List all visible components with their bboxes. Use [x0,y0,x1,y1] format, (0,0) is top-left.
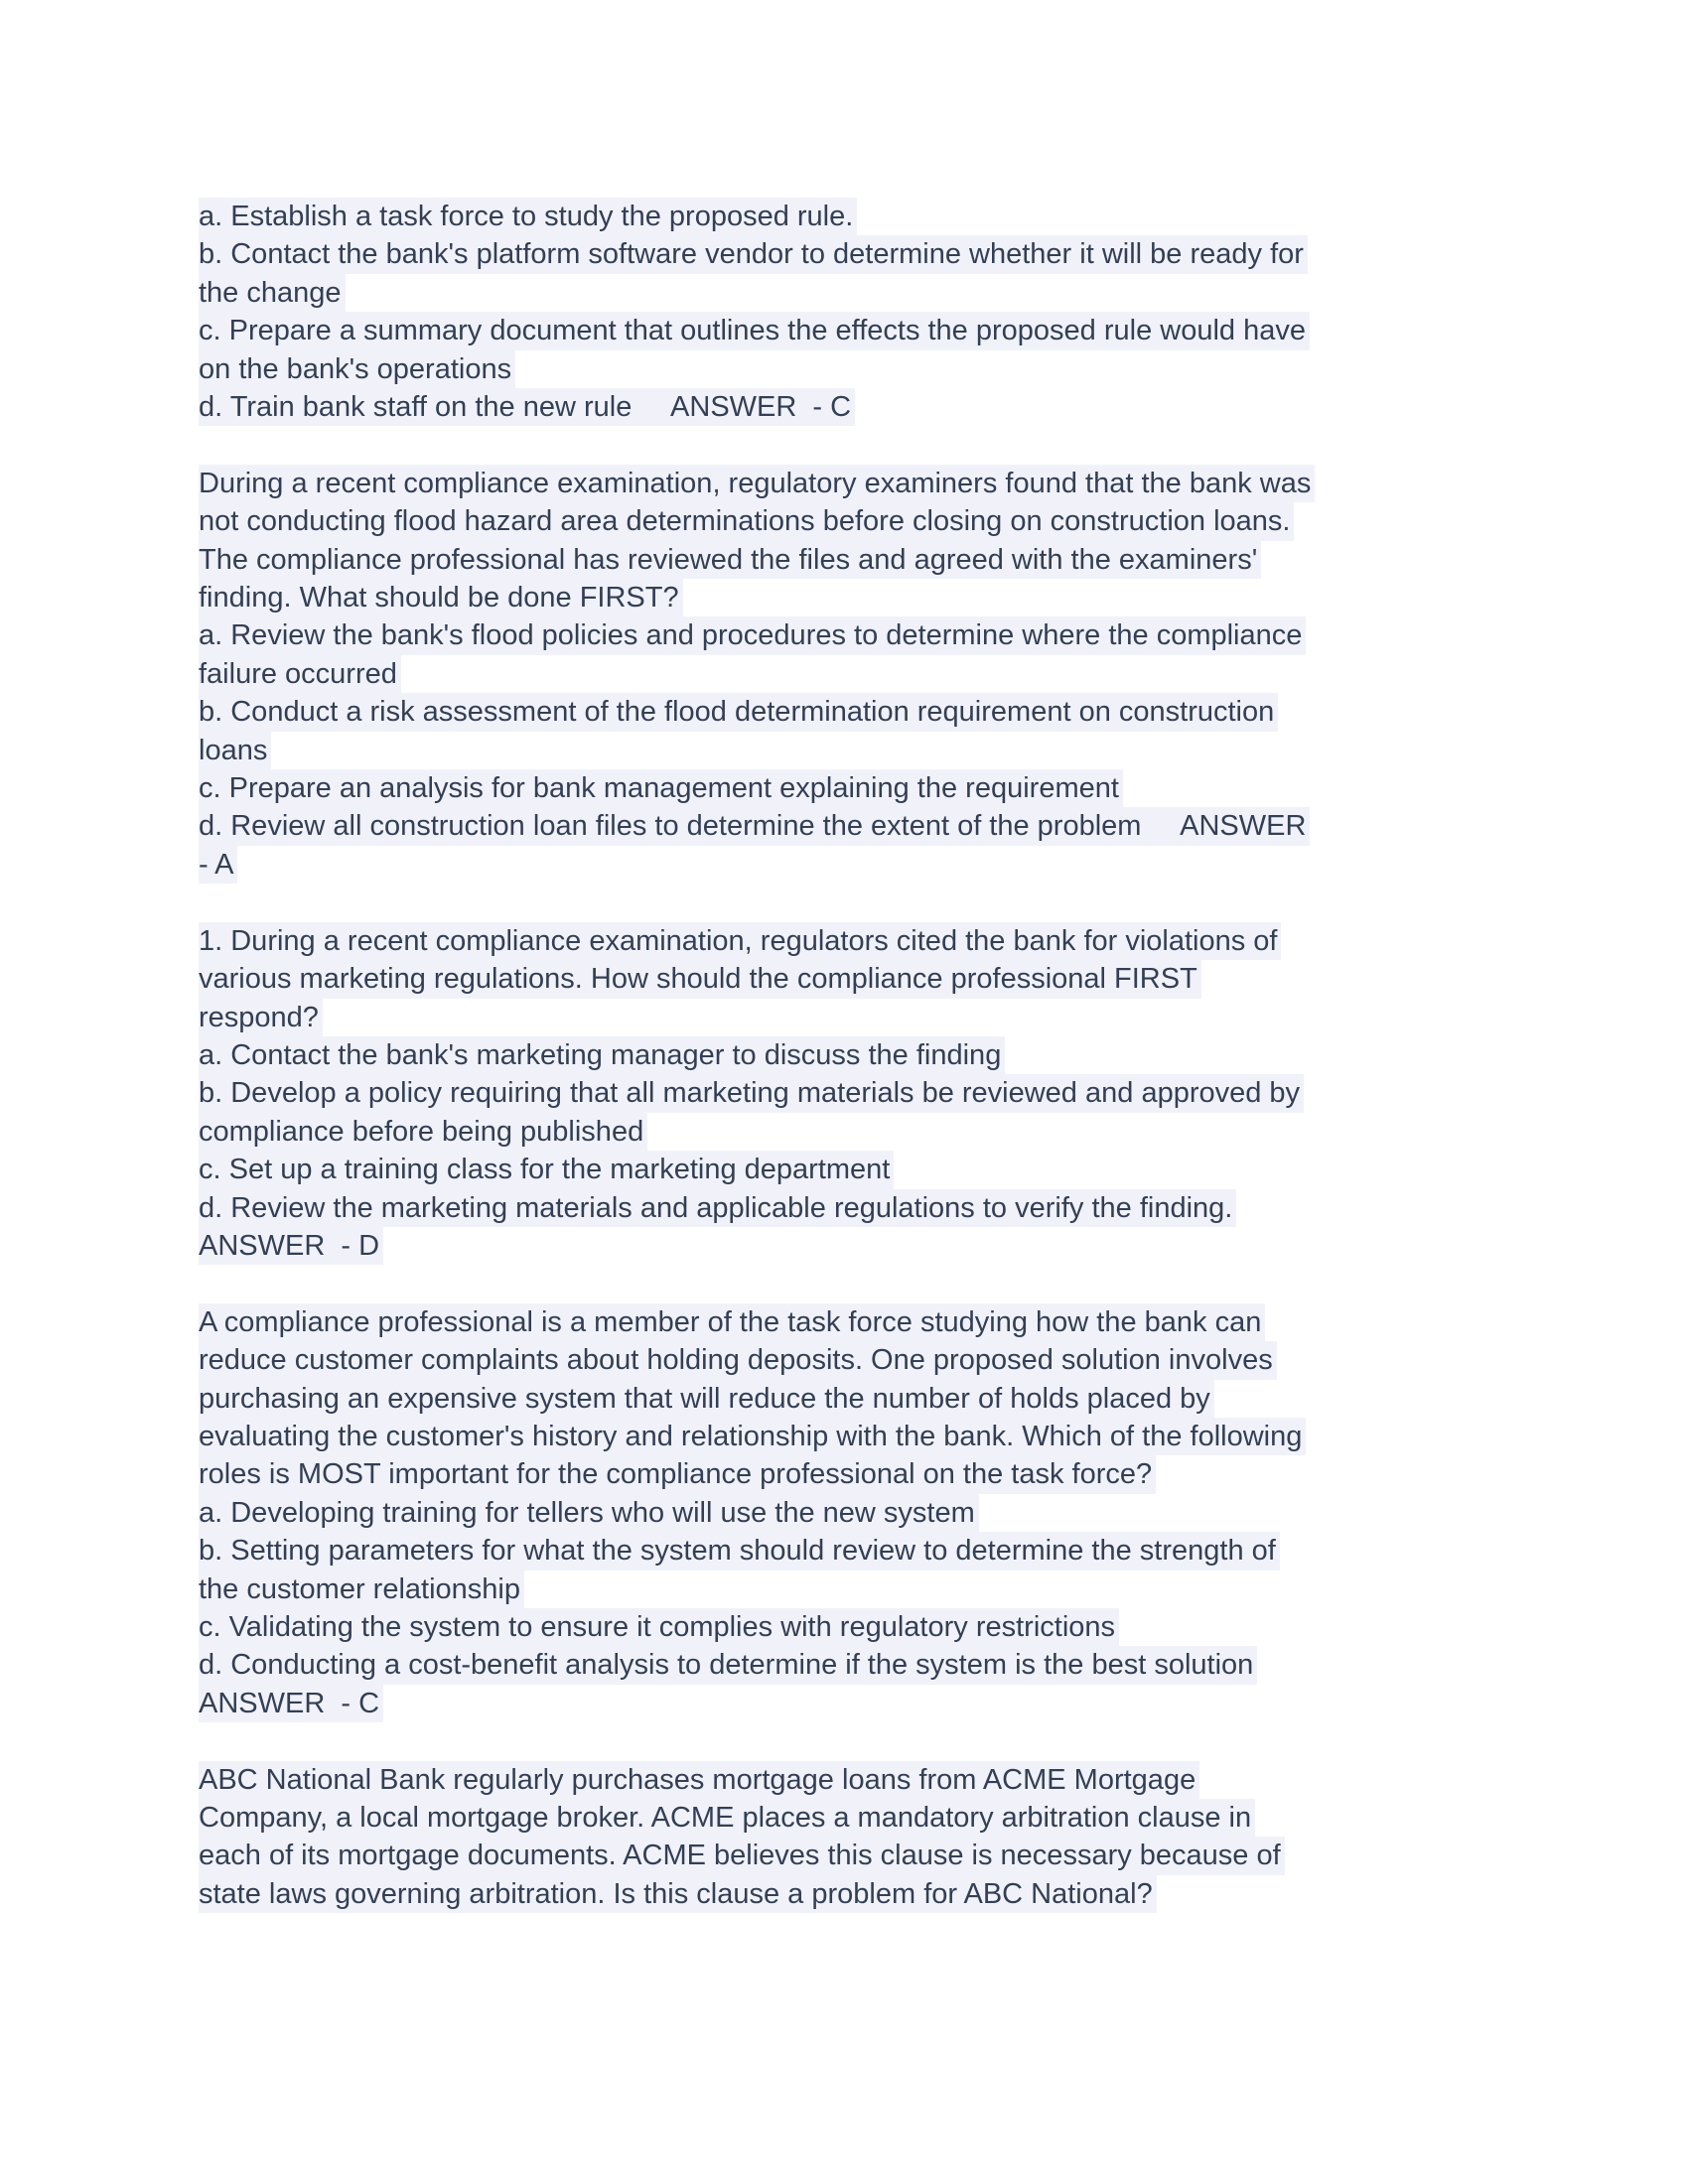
question-paragraph [199,922,1688,1266]
text-line: - A [199,846,237,884]
text-line: purchasing an expensive system that will reduce the number of holds placed by [199,1380,1214,1418]
text-line: on the bank's operations [199,350,515,388]
text-line: b. Setting parameters for what the system should review to determine the strength of [199,1532,1280,1570]
text-line: b. Develop a policy requiring that all marketing materials be reviewed and approved by [199,1074,1304,1112]
text-line: b. Contact the bank's platform software vendor to determine whether it will be ready for [199,235,1308,273]
text-line: evaluating the customer's history and relationship with the bank. Which of the following [199,1418,1306,1455]
text-line: a. Developing training for tellers who will use the new system [199,1494,979,1532]
text-line: 1. During a recent compliance examination, regulators cited the bank for violations of [199,922,1281,960]
question-paragraph [199,198,1688,426]
text-line: the customer relationship [199,1570,524,1608]
document-text [199,198,1688,1913]
text-line: each of its mortgage documents. ACME believes this clause is necessary because of [199,1837,1285,1874]
text-line: ANSWER - D [199,1227,383,1265]
question-paragraph [199,1761,1688,1914]
text-line: During a recent compliance examination, regulatory examiners found that the bank was [199,465,1315,502]
text-line: c. Validating the system to ensure it complies with regulatory restrictions [199,1608,1119,1646]
text-line: a. Review the bank's flood policies and procedures to determine where the compliance [199,616,1306,654]
text-line: state laws governing arbitration. Is this clause a problem for ABC National? [199,1875,1157,1913]
text-line: respond? [199,999,323,1036]
text-line: loans [199,732,271,769]
text-line: A compliance professional is a member of the task force studying how the bank can [199,1303,1265,1341]
text-line: c. Prepare a summary document that outlines the effects the proposed rule would have [199,312,1310,349]
text-line: d. Review the marketing materials and applicable regulations to verify the finding. [199,1189,1236,1227]
text-line: the change [199,274,346,312]
text-line: Company, a local mortgage broker. ACME places a mandatory arbitration clause in [199,1799,1255,1837]
question-paragraph [199,1303,1688,1722]
text-line: c. Set up a training class for the marketing department [199,1151,894,1188]
text-line: ABC National Bank regularly purchases mortgage loans from ACME Mortgage [199,1761,1199,1799]
text-line: d. Review all construction loan files to determine the extent of the problem ANSWER [199,807,1310,845]
text-line: various marketing regulations. How should the compliance professional FIRST [199,960,1201,998]
text-line: d. Conducting a cost-benefit analysis to determine if the system is the best solution [199,1646,1257,1684]
text-line: finding. What should be done FIRST? [199,579,683,616]
text-line: ANSWER - C [199,1685,383,1722]
text-line: d. Train bank staff on the new rule ANSWER - C [199,388,855,426]
text-line: compliance before being published [199,1113,647,1151]
text-line: a. Establish a task force to study the proposed rule. [199,198,857,235]
text-line: c. Prepare an analysis for bank management explaining the requirement [199,769,1123,807]
text-line: The compliance professional has reviewed the files and agreed with the examiners' [199,541,1261,579]
text-line: roles is MOST important for the compliance professional on the task force? [199,1455,1156,1493]
text-line: not conducting flood hazard area determinations before closing on construction loans. [199,502,1294,540]
text-line: reduce customer complaints about holding deposits. One proposed solution involves [199,1341,1277,1379]
text-line: failure occurred [199,655,401,693]
text-line: b. Conduct a risk assessment of the flood determination requirement on construction [199,693,1278,731]
question-paragraph [199,465,1688,884]
text-line: a. Contact the bank's marketing manager to discuss the finding [199,1036,1005,1074]
